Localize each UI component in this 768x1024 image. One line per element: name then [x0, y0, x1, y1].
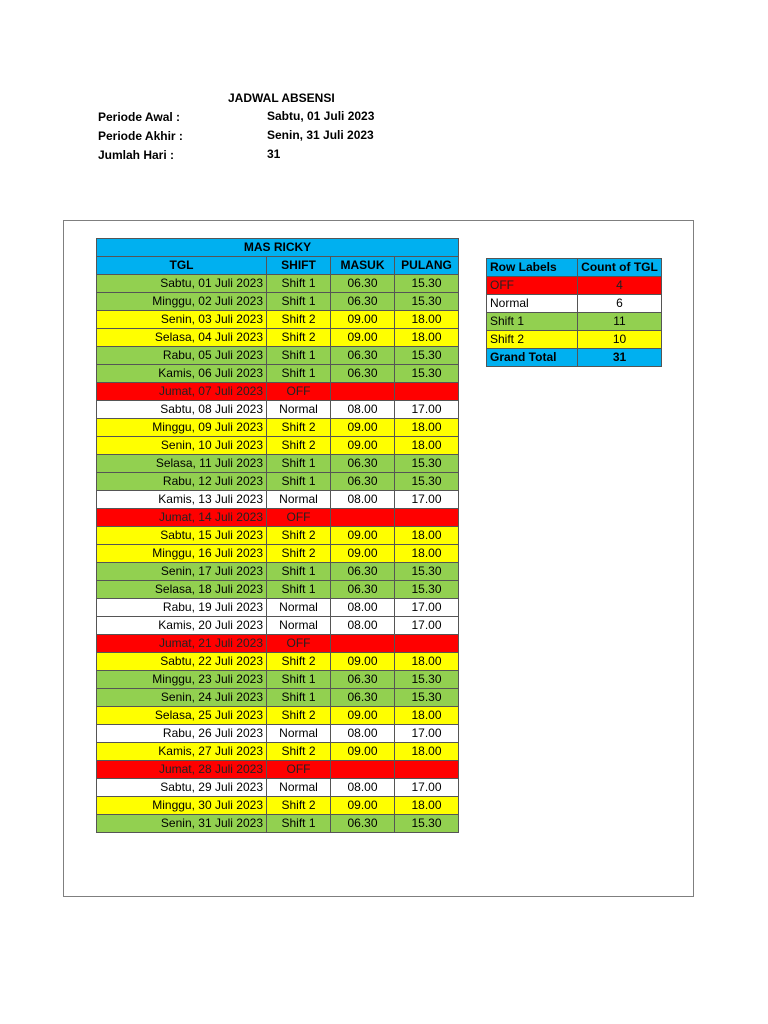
pivot-table [486, 258, 662, 367]
cell-pulang[interactable]: 17.00 [395, 617, 459, 635]
table-row [97, 311, 459, 329]
schedule-table [96, 238, 459, 833]
cell-shift[interactable]: OFF [267, 635, 331, 653]
cell-pulang[interactable]: 15.30 [395, 815, 459, 833]
table-row [97, 797, 459, 815]
cell-masuk[interactable]: 09.00 [331, 527, 395, 545]
cell-pulang[interactable]: 15.30 [395, 347, 459, 365]
cell-pulang[interactable]: 15.30 [395, 293, 459, 311]
cell-masuk[interactable]: 06.30 [331, 671, 395, 689]
cell-masuk[interactable]: 06.30 [331, 455, 395, 473]
cell-tgl[interactable]: Jumat, 07 Juli 2023 [97, 383, 267, 401]
cell-masuk[interactable]: 06.30 [331, 815, 395, 833]
cell-tgl[interactable]: Sabtu, 15 Juli 2023 [97, 527, 267, 545]
cell-tgl[interactable]: Minggu, 23 Juli 2023 [97, 671, 267, 689]
cell-shift[interactable]: Normal [267, 599, 331, 617]
table-row [97, 815, 459, 833]
cell-tgl[interactable]: Jumat, 28 Juli 2023 [97, 761, 267, 779]
pivot-header-count[interactable]: Count of TGL [578, 259, 662, 277]
cell-shift[interactable]: Normal [267, 779, 331, 797]
cell-shift[interactable]: Shift 2 [267, 329, 331, 347]
cell-masuk[interactable]: 08.00 [331, 779, 395, 797]
cell-shift[interactable]: Shift 1 [267, 275, 331, 293]
cell-pulang[interactable]: 15.30 [395, 581, 459, 599]
cell-shift[interactable]: OFF [267, 509, 331, 527]
cell-pulang[interactable] [395, 761, 459, 779]
cell-tgl[interactable]: Senin, 31 Juli 2023 [97, 815, 267, 833]
cell-shift[interactable]: Shift 1 [267, 347, 331, 365]
cell-pulang[interactable]: 18.00 [395, 527, 459, 545]
cell-shift[interactable]: Shift 1 [267, 689, 331, 707]
cell-pulang[interactable] [395, 635, 459, 653]
table-row [97, 365, 459, 383]
cell-shift[interactable]: Normal [267, 725, 331, 743]
cell-tgl[interactable]: Kamis, 20 Juli 2023 [97, 617, 267, 635]
cell-shift[interactable]: Shift 2 [267, 311, 331, 329]
pivot-count[interactable]: 31 [578, 349, 662, 367]
column-header-shift[interactable]: SHIFT [267, 257, 331, 275]
table-row [97, 761, 459, 779]
cell-shift[interactable]: Shift 2 [267, 437, 331, 455]
cell-shift[interactable]: Normal [267, 617, 331, 635]
table-row [97, 437, 459, 455]
cell-shift[interactable]: Shift 1 [267, 365, 331, 383]
table-row [97, 599, 459, 617]
cell-pulang[interactable]: 15.30 [395, 455, 459, 473]
cell-tgl[interactable]: Kamis, 27 Juli 2023 [97, 743, 267, 761]
cell-tgl[interactable]: Rabu, 26 Juli 2023 [97, 725, 267, 743]
cell-masuk[interactable]: 09.00 [331, 311, 395, 329]
cell-tgl[interactable]: Minggu, 30 Juli 2023 [97, 797, 267, 815]
pivot-row [487, 277, 662, 295]
cell-shift[interactable]: Shift 1 [267, 455, 331, 473]
cell-pulang[interactable]: 18.00 [395, 797, 459, 815]
cell-shift[interactable]: Shift 2 [267, 545, 331, 563]
cell-shift[interactable]: OFF [267, 383, 331, 401]
table-row [97, 689, 459, 707]
table-row [97, 653, 459, 671]
table-row [97, 419, 459, 437]
cell-tgl[interactable]: Minggu, 09 Juli 2023 [97, 419, 267, 437]
cell-tgl[interactable]: Jumat, 14 Juli 2023 [97, 509, 267, 527]
cell-tgl[interactable]: Kamis, 06 Juli 2023 [97, 365, 267, 383]
cell-pulang[interactable]: 17.00 [395, 401, 459, 419]
column-header-tgl[interactable]: TGL [97, 257, 267, 275]
pivot-count[interactable]: 10 [578, 331, 662, 349]
cell-masuk[interactable]: 08.00 [331, 491, 395, 509]
cell-shift[interactable]: Shift 1 [267, 671, 331, 689]
cell-masuk[interactable]: 09.00 [331, 419, 395, 437]
pivot-count[interactable]: 4 [578, 277, 662, 295]
cell-pulang[interactable]: 18.00 [395, 437, 459, 455]
cell-tgl[interactable]: Senin, 03 Juli 2023 [97, 311, 267, 329]
cell-shift[interactable]: OFF [267, 761, 331, 779]
table-row [97, 329, 459, 347]
cell-pulang[interactable]: 15.30 [395, 275, 459, 293]
cell-tgl[interactable]: Selasa, 11 Juli 2023 [97, 455, 267, 473]
cell-pulang[interactable]: 18.00 [395, 311, 459, 329]
periode-akhir-label: Periode Akhir : [98, 129, 183, 143]
cell-tgl[interactable]: Sabtu, 29 Juli 2023 [97, 779, 267, 797]
table-row [97, 275, 459, 293]
cell-pulang[interactable]: 18.00 [395, 653, 459, 671]
cell-masuk[interactable]: 09.00 [331, 707, 395, 725]
cell-pulang[interactable]: 18.00 [395, 329, 459, 347]
cell-tgl[interactable]: Minggu, 16 Juli 2023 [97, 545, 267, 563]
table-row [97, 779, 459, 797]
table-row [97, 455, 459, 473]
page-title: JADWAL ABSENSI [228, 91, 335, 105]
jumlah-hari-value: 31 [267, 147, 281, 161]
cell-masuk[interactable]: 08.00 [331, 401, 395, 419]
table-row [97, 635, 459, 653]
cell-masuk[interactable] [331, 383, 395, 401]
pivot-count[interactable]: 11 [578, 313, 662, 331]
table-row [97, 347, 459, 365]
cell-pulang[interactable]: 17.00 [395, 779, 459, 797]
pivot-row [487, 331, 662, 349]
cell-pulang[interactable]: 15.30 [395, 671, 459, 689]
cell-masuk[interactable]: 08.00 [331, 617, 395, 635]
cell-shift[interactable]: Shift 2 [267, 743, 331, 761]
periode-akhir-value: Senin, 31 Juli 2023 [267, 128, 374, 142]
cell-tgl[interactable]: Rabu, 05 Juli 2023 [97, 347, 267, 365]
table-row [97, 563, 459, 581]
table-row [97, 725, 459, 743]
column-header-masuk[interactable]: MASUK [331, 257, 395, 275]
cell-pulang[interactable] [395, 383, 459, 401]
cell-masuk[interactable]: 06.30 [331, 563, 395, 581]
cell-masuk[interactable]: 06.30 [331, 275, 395, 293]
cell-tgl[interactable]: Sabtu, 01 Juli 2023 [97, 275, 267, 293]
cell-tgl[interactable]: Sabtu, 22 Juli 2023 [97, 653, 267, 671]
cell-masuk[interactable] [331, 761, 395, 779]
schedule-name-row [97, 239, 459, 257]
cell-tgl[interactable]: Selasa, 04 Juli 2023 [97, 329, 267, 347]
pivot-row [487, 313, 662, 331]
pivot-label[interactable]: Shift 2 [487, 331, 578, 349]
cell-pulang[interactable]: 18.00 [395, 545, 459, 563]
cell-tgl[interactable]: Minggu, 02 Juli 2023 [97, 293, 267, 311]
pivot-label[interactable]: Normal [487, 295, 578, 313]
cell-shift[interactable]: Shift 2 [267, 653, 331, 671]
pivot-row [487, 295, 662, 313]
cell-masuk[interactable]: 09.00 [331, 545, 395, 563]
cell-masuk[interactable]: 08.00 [331, 725, 395, 743]
table-row [97, 293, 459, 311]
cell-shift[interactable]: Shift 1 [267, 473, 331, 491]
schedule-header-row [97, 257, 459, 275]
cell-pulang[interactable] [395, 509, 459, 527]
cell-shift[interactable]: Normal [267, 401, 331, 419]
cell-pulang[interactable]: 18.00 [395, 419, 459, 437]
table-row [97, 527, 459, 545]
cell-shift[interactable]: Shift 1 [267, 581, 331, 599]
cell-masuk[interactable]: 09.00 [331, 329, 395, 347]
cell-shift[interactable]: Shift 1 [267, 815, 331, 833]
column-header-pulang[interactable]: PULANG [395, 257, 459, 275]
cell-masuk[interactable]: 09.00 [331, 743, 395, 761]
jumlah-hari-label: Jumlah Hari : [98, 148, 175, 162]
pivot-header-row [487, 259, 662, 277]
cell-tgl[interactable]: Senin, 10 Juli 2023 [97, 437, 267, 455]
cell-shift[interactable]: Shift 2 [267, 527, 331, 545]
cell-masuk[interactable]: 09.00 [331, 797, 395, 815]
cell-pulang[interactable]: 15.30 [395, 365, 459, 383]
cell-pulang[interactable]: 15.30 [395, 689, 459, 707]
table-row [97, 581, 459, 599]
cell-masuk[interactable]: 09.00 [331, 653, 395, 671]
cell-masuk[interactable]: 06.30 [331, 365, 395, 383]
cell-masuk[interactable]: 06.30 [331, 293, 395, 311]
table-row [97, 671, 459, 689]
cell-masuk[interactable] [331, 635, 395, 653]
cell-masuk[interactable]: 08.00 [331, 599, 395, 617]
cell-tgl[interactable]: Selasa, 18 Juli 2023 [97, 581, 267, 599]
cell-pulang[interactable]: 18.00 [395, 707, 459, 725]
pivot-label[interactable]: Grand Total [487, 349, 578, 367]
table-row [97, 473, 459, 491]
cell-pulang[interactable]: 18.00 [395, 743, 459, 761]
cell-shift[interactable]: Shift 2 [267, 419, 331, 437]
cell-masuk[interactable]: 06.30 [331, 689, 395, 707]
cell-shift[interactable]: Shift 1 [267, 563, 331, 581]
cell-shift[interactable]: Shift 2 [267, 707, 331, 725]
table-row [97, 491, 459, 509]
cell-masuk[interactable]: 09.00 [331, 437, 395, 455]
table-row [97, 707, 459, 725]
cell-pulang[interactable]: 15.30 [395, 473, 459, 491]
pivot-label[interactable]: Shift 1 [487, 313, 578, 331]
table-row [97, 383, 459, 401]
cell-masuk[interactable] [331, 509, 395, 527]
cell-tgl[interactable]: Jumat, 21 Juli 2023 [97, 635, 267, 653]
pivot-total-row [487, 349, 662, 367]
cell-masuk[interactable]: 06.30 [331, 347, 395, 365]
cell-tgl[interactable]: Kamis, 13 Juli 2023 [97, 491, 267, 509]
cell-tgl[interactable]: Senin, 24 Juli 2023 [97, 689, 267, 707]
table-row [97, 743, 459, 761]
cell-tgl[interactable]: Rabu, 19 Juli 2023 [97, 599, 267, 617]
cell-masuk[interactable]: 06.30 [331, 473, 395, 491]
cell-shift[interactable]: Shift 1 [267, 293, 331, 311]
pivot-header-row-labels[interactable]: Row Labels [487, 259, 578, 277]
cell-pulang[interactable]: 17.00 [395, 491, 459, 509]
cell-masuk[interactable]: 06.30 [331, 581, 395, 599]
pivot-count[interactable]: 6 [578, 295, 662, 313]
pivot-label[interactable]: OFF [487, 277, 578, 295]
table-row [97, 401, 459, 419]
table-row [97, 509, 459, 527]
periode-awal-label: Periode Awal : [98, 110, 181, 124]
cell-pulang[interactable]: 15.30 [395, 563, 459, 581]
cell-shift[interactable]: Normal [267, 491, 331, 509]
table-row [97, 617, 459, 635]
periode-awal-value: Sabtu, 01 Juli 2023 [267, 109, 375, 123]
cell-tgl[interactable]: Senin, 17 Juli 2023 [97, 563, 267, 581]
cell-tgl[interactable]: Sabtu, 08 Juli 2023 [97, 401, 267, 419]
cell-pulang[interactable]: 17.00 [395, 725, 459, 743]
cell-tgl[interactable]: Rabu, 12 Juli 2023 [97, 473, 267, 491]
cell-pulang[interactable]: 17.00 [395, 599, 459, 617]
employee-name[interactable]: MAS RICKY [97, 239, 459, 257]
table-row [97, 545, 459, 563]
cell-tgl[interactable]: Selasa, 25 Juli 2023 [97, 707, 267, 725]
cell-shift[interactable]: Shift 2 [267, 797, 331, 815]
